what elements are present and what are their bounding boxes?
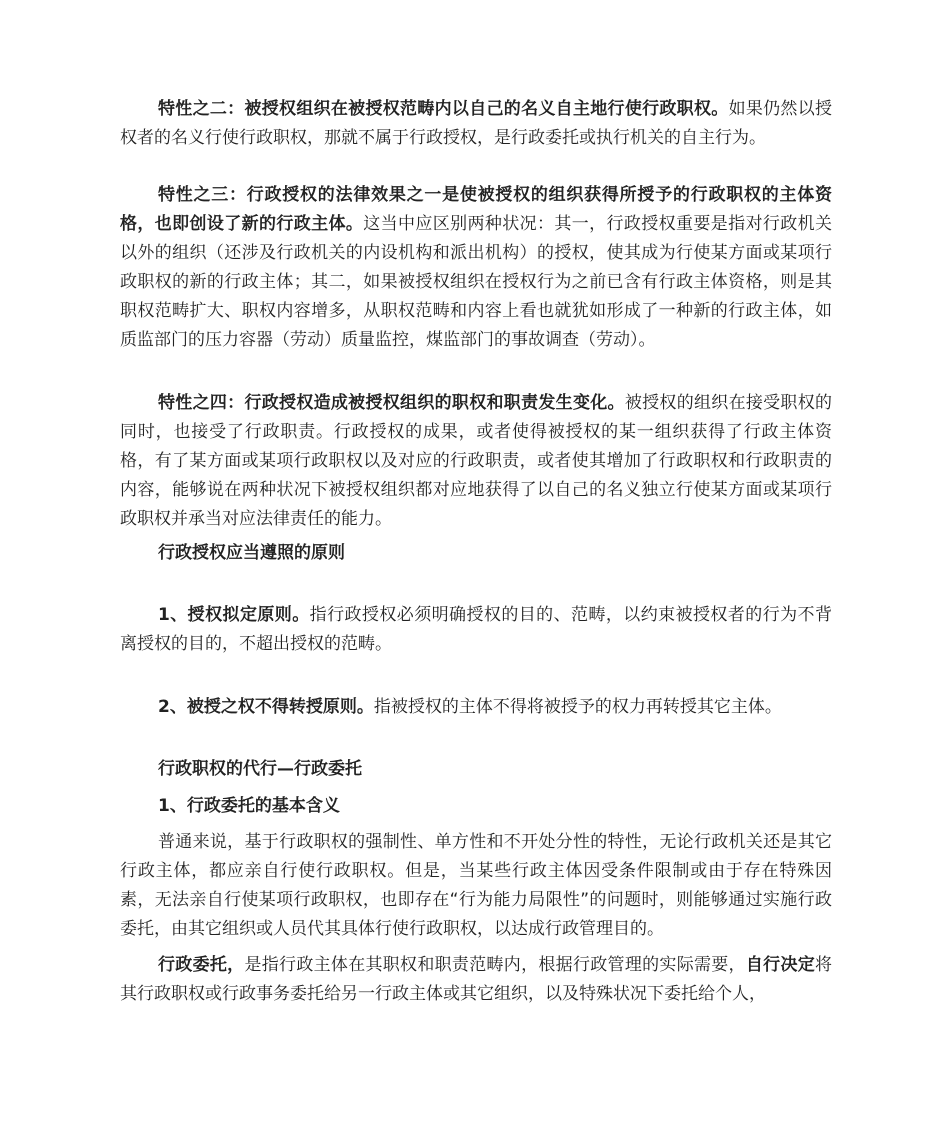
paragraph-body: 被授权的组织在接受职权的同时，也接受了行政职责。行政授权的成果，或者使得被授权的某一组织获得了行政主体资格，有了某方面或某项行政职权以及对应的行政职责，或者使其增加了行政职权和行政职责的内容，能够说在两种状况下被授权组织都对应地获得了以自己的名义独立行使某方面或某项行政职权并承当对应法律责任的能力。 [120, 393, 833, 529]
paragraph-body: 这当中应区别两种状况：其一，行政授权重要是指对行政机关以外的组织（还涉及行政机关的内设机构和派出机构）的授权，使其成为行使某方面或某项行政职权的新的行政主体；其二，如果被授权组织在授权行为之前已含有行政主体资格，则是其职权范畴扩大、职权内容增多，从职权范畴和内容上看也就犹如形成了一种新的行政主体，如质监部门的压力容器（劳动）质量监控，煤监部门的事故调查（劳动）。 [120, 214, 832, 350]
heading-delegation-basic-meaning: 1、行政委托的基本含义 [158, 796, 340, 816]
paragraph-delegation-general [120, 828, 832, 944]
paragraph-lead-bold: 特性之三：行政授权的法律效果之一是使被授权的组织获得所授予的行政职权的主体资格，也即创设了新的行政主体。 [120, 185, 832, 234]
paragraph-trait-two [120, 95, 832, 153]
paragraph-lead-bold: 特性之二：被授权组织在被授权范畴内以自己的名义自主地行使行政职权。 [158, 99, 729, 119]
paragraph-trait-four [120, 389, 832, 534]
paragraph-inline-bold: 自行决定 [745, 955, 816, 975]
paragraph-principle-two [120, 693, 832, 722]
paragraph-body-continued: 将其行政职权或行政事务委托给另一行政主体或其它组织，以及特殊状况下委托给个人， [120, 955, 833, 1004]
paragraph-principle-one [120, 601, 832, 659]
paragraph-trait-three [120, 181, 832, 355]
paragraph-lead-bold: 1、授权拟定原则。 [158, 605, 310, 625]
heading-authorization-principles: 行政授权应当遵照的原则 [158, 543, 345, 563]
paragraph-delegation-definition [120, 951, 832, 1009]
paragraph-body: 如果仍然以授权者的名义行使行政职权，那就不属于行政授权，是行政委托或执行机关的自主行为。 [120, 99, 833, 148]
paragraph-lead-bold: 行政委托， [158, 955, 245, 975]
paragraph-body: 是指行政主体在其职权和职责范畴内，根据行政管理的实际需要， [244, 955, 746, 975]
paragraph-lead-bold: 特性之四：行政授权造成被授权组织的职权和职责发生变化。 [158, 393, 625, 413]
paragraph-body: 指被授权的主体不得将被授予的权力再转授其它主体。 [373, 697, 782, 717]
paragraph-body: 普通来说，基于行政职权的强制性、单方性和不开处分性的特性，无论行政机关还是其它行政主体，都应亲自行使行政职权。但是，当某些行政主体因受条件限制或由于存在特殊因素，无法亲自行使某项行政职权，也即存在“行为能力局限性”的问题时，则能够通过实施行政委托，由其它组织或人员代其具体行使行政职权，以达成行政管理目的。 [120, 832, 832, 939]
paragraph-body: 指行政授权必须明确授权的目的、范畴，以约束被授权者的行为不背离授权的目的，不超出授权的范畴。 [120, 605, 832, 654]
paragraph-lead-bold: 2、被授之权不得转授原则。 [158, 697, 374, 717]
heading-administrative-delegation: 行政职权的代行—行政委托 [158, 759, 362, 779]
